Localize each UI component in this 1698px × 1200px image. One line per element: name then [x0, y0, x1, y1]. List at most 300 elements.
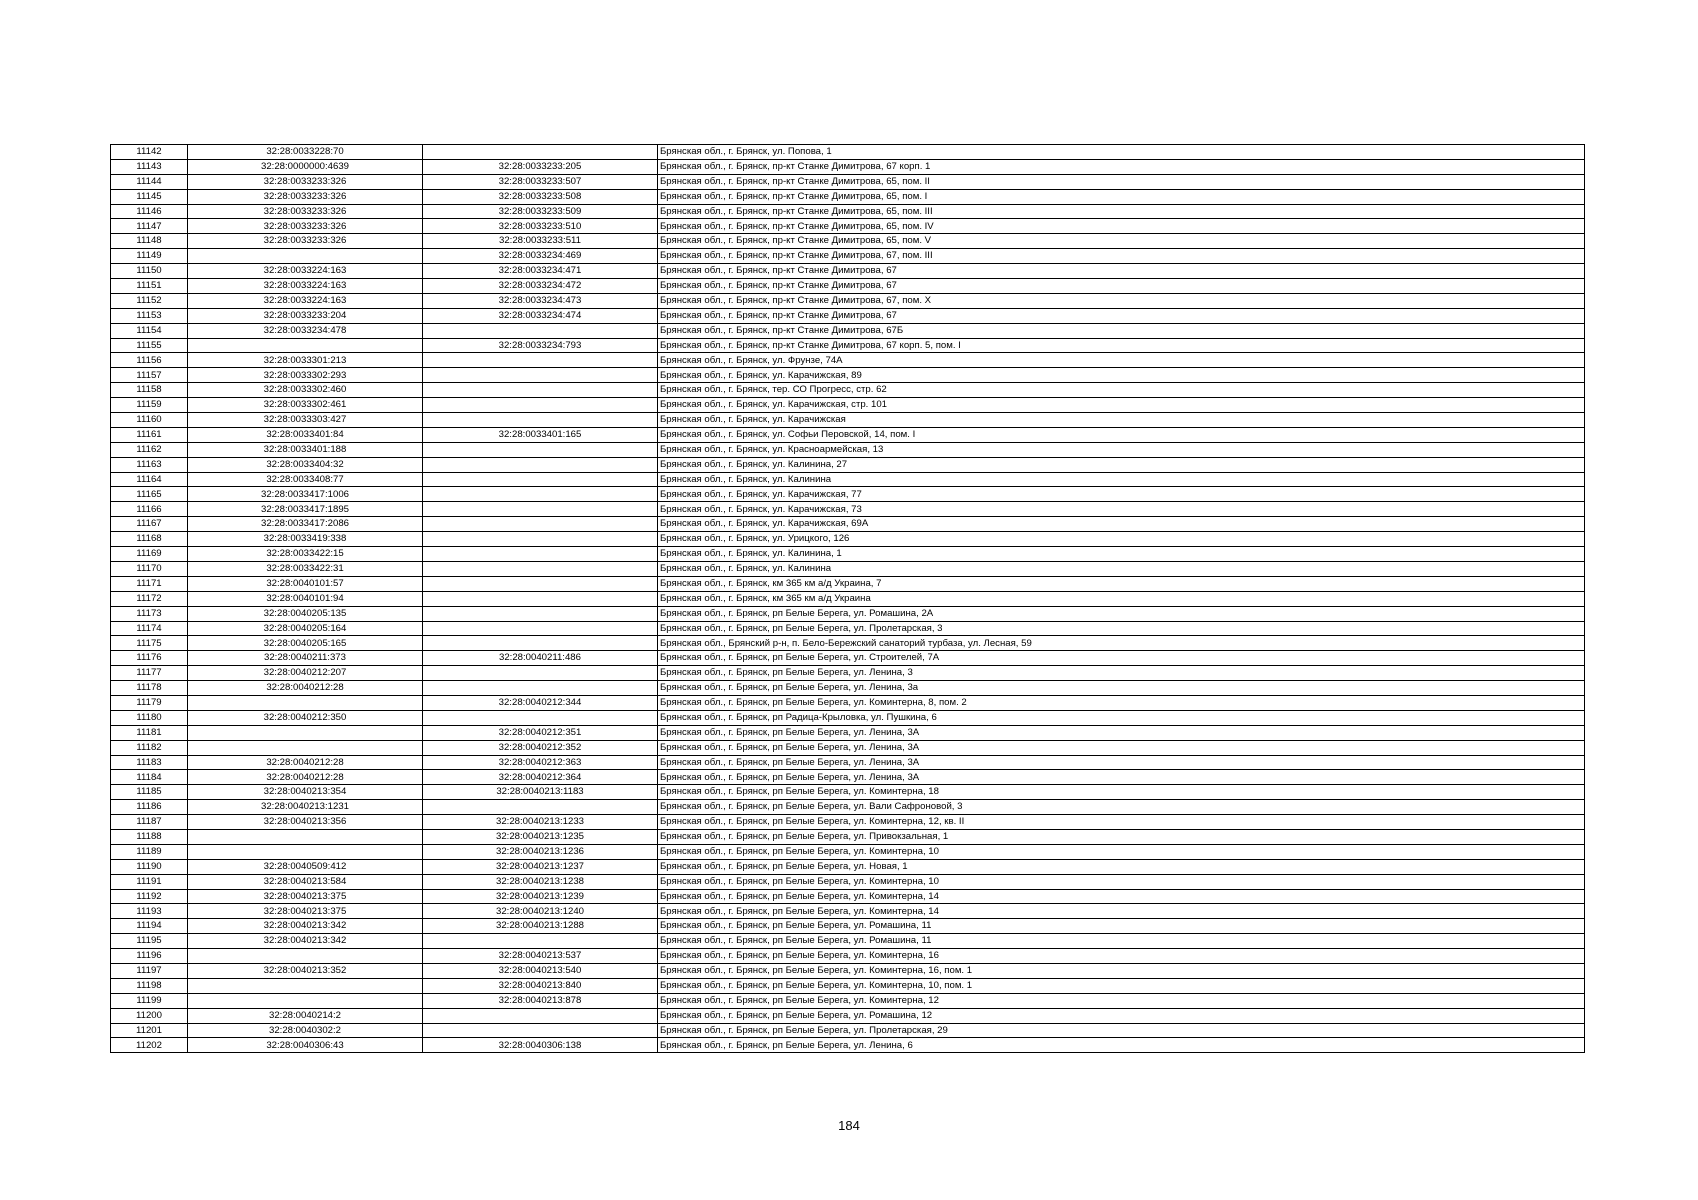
row-number-cell: 11148	[111, 234, 188, 249]
table-row	[111, 755, 1585, 770]
address-cell: Брянская обл., г. Брянск, рп Белые Берега, ул. Новая, 1	[658, 859, 1585, 874]
address-cell: Брянская обл., г. Брянск, рп Белые Берега, ул. Ленина, 3А	[658, 770, 1585, 785]
row-number-cell: 11156	[111, 353, 188, 368]
cadastral-number-cell: 32:28:0040212:28	[188, 755, 423, 770]
cadastral-number-cell: 32:28:0033302:460	[188, 383, 423, 398]
table-row	[111, 636, 1585, 651]
row-number-cell: 11161	[111, 427, 188, 442]
row-number-cell: 11167	[111, 517, 188, 532]
related-cadastral-number-cell	[423, 472, 658, 487]
address-cell: Брянская обл., г. Брянск, рп Белые Берега, ул. Коминтерна, 12	[658, 993, 1585, 1008]
row-number-cell: 11142	[111, 145, 188, 160]
address-cell: Брянская обл., г. Брянск, рп Белые Берега, ул. Ромашина, 11	[658, 934, 1585, 949]
row-number-cell: 11174	[111, 621, 188, 636]
row-number-cell: 11181	[111, 725, 188, 740]
related-cadastral-number-cell: 32:28:0040213:540	[423, 963, 658, 978]
cadastral-number-cell: 32:28:0040205:165	[188, 636, 423, 651]
table-row	[111, 770, 1585, 785]
cadastral-number-cell	[188, 338, 423, 353]
table-row	[111, 249, 1585, 264]
address-cell: Брянская обл., г. Брянск, рп Белые Берега, ул. Ленина, 3	[658, 666, 1585, 681]
row-number-cell: 11177	[111, 666, 188, 681]
table-row	[111, 174, 1585, 189]
related-cadastral-number-cell: 32:28:0040212:363	[423, 755, 658, 770]
table-row	[111, 532, 1585, 547]
cadastral-number-cell: 32:28:0033419:338	[188, 532, 423, 547]
row-number-cell: 11162	[111, 442, 188, 457]
address-cell: Брянская обл., г. Брянск, рп Белые Берега, ул. Коминтерна, 10	[658, 874, 1585, 889]
row-number-cell: 11157	[111, 368, 188, 383]
address-cell: Брянская обл., г. Брянск, рп Белые Берега, ул. Ленина, 3А	[658, 755, 1585, 770]
cadastral-number-cell	[188, 695, 423, 710]
row-number-cell: 11202	[111, 1038, 188, 1053]
table-row	[111, 383, 1585, 398]
row-number-cell: 11172	[111, 591, 188, 606]
row-number-cell: 11190	[111, 859, 188, 874]
related-cadastral-number-cell	[423, 636, 658, 651]
related-cadastral-number-cell	[423, 145, 658, 160]
table-row	[111, 189, 1585, 204]
cadastral-number-cell: 32:28:0040213:342	[188, 919, 423, 934]
related-cadastral-number-cell: 32:28:0040213:1183	[423, 785, 658, 800]
row-number-cell: 11201	[111, 1023, 188, 1038]
table-row	[111, 219, 1585, 234]
address-cell: Брянская обл., г. Брянск, ул. Карачижская, 89	[658, 368, 1585, 383]
related-cadastral-number-cell	[423, 532, 658, 547]
cadastral-number-cell	[188, 949, 423, 964]
table-row	[111, 472, 1585, 487]
cadastral-number-cell: 32:28:0033233:326	[188, 204, 423, 219]
table-row	[111, 949, 1585, 964]
related-cadastral-number-cell	[423, 576, 658, 591]
table-row	[111, 800, 1585, 815]
row-number-cell: 11160	[111, 413, 188, 428]
row-number-cell: 11144	[111, 174, 188, 189]
related-cadastral-number-cell: 32:28:0040213:1233	[423, 815, 658, 830]
address-cell: Брянская обл., г. Брянск, ул. Калинина, 1	[658, 547, 1585, 562]
address-cell: Брянская обл., г. Брянск, пр-кт Станке Димитрова, 67	[658, 279, 1585, 294]
row-number-cell: 11176	[111, 651, 188, 666]
related-cadastral-number-cell: 32:28:0033233:507	[423, 174, 658, 189]
related-cadastral-number-cell	[423, 591, 658, 606]
cadastral-number-cell: 32:28:0040306:43	[188, 1038, 423, 1053]
row-number-cell: 11168	[111, 532, 188, 547]
row-number-cell: 11191	[111, 874, 188, 889]
row-number-cell: 11183	[111, 755, 188, 770]
address-cell: Брянская обл., г. Брянск, км 365 км а/д Украина, 7	[658, 576, 1585, 591]
address-cell: Брянская обл., г. Брянск, рп Белые Берега, ул. Коминтерна, 16	[658, 949, 1585, 964]
table-row	[111, 904, 1585, 919]
table-row	[111, 1023, 1585, 1038]
row-number-cell: 11170	[111, 561, 188, 576]
related-cadastral-number-cell	[423, 517, 658, 532]
address-cell: Брянская обл., г. Брянск, ул. Карачижская, стр. 101	[658, 398, 1585, 413]
related-cadastral-number-cell	[423, 1008, 658, 1023]
related-cadastral-number-cell	[423, 800, 658, 815]
row-number-cell: 11163	[111, 457, 188, 472]
row-number-cell: 11169	[111, 547, 188, 562]
address-cell: Брянская обл., г. Брянск, рп Белые Берега, ул. Вали Сафроновой, 3	[658, 800, 1585, 815]
related-cadastral-number-cell	[423, 442, 658, 457]
related-cadastral-number-cell: 32:28:0033234:473	[423, 293, 658, 308]
address-cell: Брянская обл., г. Брянск, ул. Красноармейская, 13	[658, 442, 1585, 457]
related-cadastral-number-cell	[423, 487, 658, 502]
cadastral-number-cell	[188, 844, 423, 859]
cadastral-number-cell: 32:28:0040214:2	[188, 1008, 423, 1023]
cadastral-number-cell	[188, 725, 423, 740]
registry-table	[110, 144, 1585, 1053]
table-row	[111, 785, 1585, 800]
row-number-cell: 11149	[111, 249, 188, 264]
address-cell: Брянская обл., г. Брянск, рп Белые Берега, ул. Ленина, 6	[658, 1038, 1585, 1053]
address-cell: Брянская обл., г. Брянск, пр-кт Станке Димитрова, 65, пом. V	[658, 234, 1585, 249]
address-cell: Брянская обл., г. Брянск, ул. Фрунзе, 74А	[658, 353, 1585, 368]
address-cell: Брянская обл., г. Брянск, пр-кт Станке Димитрова, 67	[658, 308, 1585, 323]
address-cell: Брянская обл., г. Брянск, ул. Софьи Перовской, 14, пом. I	[658, 427, 1585, 442]
cadastral-number-cell: 32:28:0040509:412	[188, 859, 423, 874]
row-number-cell: 11147	[111, 219, 188, 234]
related-cadastral-number-cell	[423, 323, 658, 338]
related-cadastral-number-cell: 32:28:0033233:509	[423, 204, 658, 219]
table-row	[111, 651, 1585, 666]
address-cell: Брянская обл., г. Брянск, ул. Попова, 1	[658, 145, 1585, 160]
cadastral-number-cell: 32:28:0040101:57	[188, 576, 423, 591]
address-cell: Брянская обл., г. Брянск, рп Белые Берега, ул. Коминтерна, 8, пом. 2	[658, 695, 1585, 710]
related-cadastral-number-cell: 32:28:0040213:1238	[423, 874, 658, 889]
address-cell: Брянская обл., г. Брянск, рп Белые Берега, ул. Пролетарская, 3	[658, 621, 1585, 636]
address-cell: Брянская обл., г. Брянск, км 365 км а/д Украина	[658, 591, 1585, 606]
address-cell: Брянская обл., г. Брянск, рп Белые Берега, ул. Ленина, 3а	[658, 681, 1585, 696]
table-row	[111, 1038, 1585, 1053]
related-cadastral-number-cell	[423, 681, 658, 696]
address-cell: Брянская обл., г. Брянск, пр-кт Станке Димитрова, 67Б	[658, 323, 1585, 338]
table-row	[111, 442, 1585, 457]
row-number-cell: 11200	[111, 1008, 188, 1023]
table-row	[111, 919, 1585, 934]
cadastral-number-cell: 32:28:0033233:204	[188, 308, 423, 323]
row-number-cell: 11198	[111, 978, 188, 993]
cadastral-number-cell: 32:28:0033233:326	[188, 234, 423, 249]
cadastral-number-cell	[188, 740, 423, 755]
table-row	[111, 561, 1585, 576]
cadastral-number-cell: 32:28:0033233:326	[188, 219, 423, 234]
related-cadastral-number-cell	[423, 502, 658, 517]
table-row	[111, 844, 1585, 859]
address-cell: Брянская обл., г. Брянск, пр-кт Станке Димитрова, 65, пом. IV	[658, 219, 1585, 234]
address-cell: Брянская обл., г. Брянск, рп Белые Берега, ул. Коминтерна, 10	[658, 844, 1585, 859]
related-cadastral-number-cell: 32:28:0033234:471	[423, 264, 658, 279]
row-number-cell: 11184	[111, 770, 188, 785]
cadastral-number-cell: 32:28:0033302:461	[188, 398, 423, 413]
related-cadastral-number-cell	[423, 710, 658, 725]
related-cadastral-number-cell	[423, 666, 658, 681]
table-row	[111, 234, 1585, 249]
row-number-cell: 11152	[111, 293, 188, 308]
related-cadastral-number-cell: 32:28:0040306:138	[423, 1038, 658, 1053]
table-row	[111, 368, 1585, 383]
address-cell: Брянская обл., г. Брянск, пр-кт Станке Димитрова, 65, пом. III	[658, 204, 1585, 219]
cadastral-number-cell: 32:28:0040205:164	[188, 621, 423, 636]
related-cadastral-number-cell: 32:28:0033234:469	[423, 249, 658, 264]
address-cell: Брянская обл., г. Брянск, рп Белые Берега, ул. Ромашина, 12	[658, 1008, 1585, 1023]
table-row	[111, 591, 1585, 606]
cadastral-number-cell: 32:28:0033233:326	[188, 189, 423, 204]
row-number-cell: 11199	[111, 993, 188, 1008]
row-number-cell: 11166	[111, 502, 188, 517]
table-row	[111, 710, 1585, 725]
row-number-cell: 11179	[111, 695, 188, 710]
cadastral-number-cell: 32:28:0040302:2	[188, 1023, 423, 1038]
row-number-cell: 11196	[111, 949, 188, 964]
row-number-cell: 11146	[111, 204, 188, 219]
cadastral-number-cell: 32:28:0033417:1006	[188, 487, 423, 502]
table-row	[111, 963, 1585, 978]
cadastral-number-cell: 32:28:0033417:2086	[188, 517, 423, 532]
address-cell: Брянская обл., г. Брянск, ул. Урицкого, 126	[658, 532, 1585, 547]
row-number-cell: 11182	[111, 740, 188, 755]
row-number-cell: 11164	[111, 472, 188, 487]
table-row	[111, 398, 1585, 413]
cadastral-number-cell: 32:28:0033422:15	[188, 547, 423, 562]
related-cadastral-number-cell	[423, 621, 658, 636]
related-cadastral-number-cell	[423, 1023, 658, 1038]
address-cell: Брянская обл., г. Брянск, рп Белые Берега, ул. Ленина, 3А	[658, 725, 1585, 740]
table-row	[111, 323, 1585, 338]
table-row	[111, 695, 1585, 710]
cadastral-number-cell: 32:28:0040213:354	[188, 785, 423, 800]
related-cadastral-number-cell	[423, 934, 658, 949]
table-row	[111, 517, 1585, 532]
related-cadastral-number-cell: 32:28:0040213:878	[423, 993, 658, 1008]
related-cadastral-number-cell	[423, 457, 658, 472]
cadastral-number-cell: 32:28:0040213:352	[188, 963, 423, 978]
related-cadastral-number-cell: 32:28:0040213:1240	[423, 904, 658, 919]
related-cadastral-number-cell: 32:28:0033233:205	[423, 159, 658, 174]
related-cadastral-number-cell: 32:28:0033234:793	[423, 338, 658, 353]
table-row	[111, 427, 1585, 442]
related-cadastral-number-cell	[423, 368, 658, 383]
address-cell: Брянская обл., г. Брянск, рп Белые Берега, ул. Коминтерна, 10, пом. 1	[658, 978, 1585, 993]
row-number-cell: 11150	[111, 264, 188, 279]
table-row	[111, 621, 1585, 636]
row-number-cell: 11187	[111, 815, 188, 830]
row-number-cell: 11145	[111, 189, 188, 204]
table-row	[111, 859, 1585, 874]
cadastral-number-cell: 32:28:0040211:373	[188, 651, 423, 666]
related-cadastral-number-cell: 32:28:0040213:840	[423, 978, 658, 993]
row-number-cell: 11178	[111, 681, 188, 696]
related-cadastral-number-cell: 32:28:0040211:486	[423, 651, 658, 666]
cadastral-number-cell: 32:28:0033224:163	[188, 279, 423, 294]
table-row	[111, 487, 1585, 502]
row-number-cell: 11188	[111, 829, 188, 844]
cadastral-number-cell: 32:28:0033417:1895	[188, 502, 423, 517]
cadastral-number-cell: 32:28:0033422:31	[188, 561, 423, 576]
related-cadastral-number-cell: 32:28:0040212:351	[423, 725, 658, 740]
cadastral-number-cell: 32:28:0033233:326	[188, 174, 423, 189]
address-cell: Брянская обл., г. Брянск, ул. Карачижская, 69А	[658, 517, 1585, 532]
table-row	[111, 874, 1585, 889]
cadastral-number-cell: 32:28:0040212:28	[188, 681, 423, 696]
cadastral-number-cell: 32:28:0040212:28	[188, 770, 423, 785]
address-cell: Брянская обл., г. Брянск, ул. Калинина	[658, 561, 1585, 576]
address-cell: Брянская обл., г. Брянск, пр-кт Станке Димитрова, 67 корп. 1	[658, 159, 1585, 174]
cadastral-number-cell: 32:28:0040101:94	[188, 591, 423, 606]
table-row	[111, 993, 1585, 1008]
cadastral-number-cell: 32:28:0040213:375	[188, 889, 423, 904]
table-row	[111, 547, 1585, 562]
cadastral-number-cell	[188, 993, 423, 1008]
related-cadastral-number-cell	[423, 383, 658, 398]
related-cadastral-number-cell: 32:28:0040213:1235	[423, 829, 658, 844]
cadastral-number-cell: 32:28:0033234:478	[188, 323, 423, 338]
address-cell: Брянская обл., г. Брянск, пр-кт Станке Димитрова, 67 корп. 5, пом. I	[658, 338, 1585, 353]
cadastral-number-cell: 32:28:0033224:163	[188, 264, 423, 279]
row-number-cell: 11143	[111, 159, 188, 174]
cadastral-number-cell: 32:28:0000000:4639	[188, 159, 423, 174]
address-cell: Брянская обл., г. Брянск, рп Белые Берега, ул. Пролетарская, 29	[658, 1023, 1585, 1038]
table-row	[111, 204, 1585, 219]
related-cadastral-number-cell: 32:28:0040213:1236	[423, 844, 658, 859]
cadastral-number-cell: 32:28:0040213:584	[188, 874, 423, 889]
cadastral-number-cell: 32:28:0033303:427	[188, 413, 423, 428]
row-number-cell: 11194	[111, 919, 188, 934]
cadastral-number-cell: 32:28:0033401:188	[188, 442, 423, 457]
address-cell: Брянская обл., г. Брянск, пр-кт Станке Димитрова, 67, пом. X	[658, 293, 1585, 308]
address-cell: Брянская обл., г. Брянск, рп Белые Берега, ул. Строителей, 7А	[658, 651, 1585, 666]
row-number-cell: 11155	[111, 338, 188, 353]
table-row	[111, 1008, 1585, 1023]
cadastral-number-cell	[188, 249, 423, 264]
address-cell: Брянская обл., г. Брянск, рп Белые Берега, ул. Коминтерна, 14	[658, 889, 1585, 904]
table-row	[111, 725, 1585, 740]
related-cadastral-number-cell	[423, 561, 658, 576]
cadastral-number-cell: 32:28:0033401:84	[188, 427, 423, 442]
row-number-cell: 11186	[111, 800, 188, 815]
table-row	[111, 264, 1585, 279]
cadastral-number-cell: 32:28:0040205:135	[188, 606, 423, 621]
cadastral-number-cell: 32:28:0033302:293	[188, 368, 423, 383]
cadastral-number-cell: 32:28:0040213:342	[188, 934, 423, 949]
row-number-cell: 11197	[111, 963, 188, 978]
address-cell: Брянская обл., г. Брянск, ул. Калинина, 27	[658, 457, 1585, 472]
row-number-cell: 11180	[111, 710, 188, 725]
address-cell: Брянская обл., г. Брянск, пр-кт Станке Димитрова, 65, пом. I	[658, 189, 1585, 204]
table-row	[111, 457, 1585, 472]
related-cadastral-number-cell: 32:28:0033234:472	[423, 279, 658, 294]
table-row	[111, 606, 1585, 621]
address-cell: Брянская обл., г. Брянск, ул. Карачижская, 73	[658, 502, 1585, 517]
address-cell: Брянская обл., г. Брянск, рп Белые Берега, ул. Коминтерна, 16, пом. 1	[658, 963, 1585, 978]
table-row	[111, 338, 1585, 353]
table-row	[111, 666, 1585, 681]
related-cadastral-number-cell: 32:28:0040212:364	[423, 770, 658, 785]
cadastral-number-cell	[188, 978, 423, 993]
cadastral-number-cell: 32:28:0040213:1231	[188, 800, 423, 815]
row-number-cell: 11195	[111, 934, 188, 949]
row-number-cell: 11154	[111, 323, 188, 338]
cadastral-number-cell: 32:28:0040212:350	[188, 710, 423, 725]
row-number-cell: 11192	[111, 889, 188, 904]
cadastral-number-cell	[188, 829, 423, 844]
cadastral-number-cell: 32:28:0033301:213	[188, 353, 423, 368]
cadastral-number-cell: 32:28:0040213:356	[188, 815, 423, 830]
related-cadastral-number-cell: 32:28:0033233:508	[423, 189, 658, 204]
row-number-cell: 11151	[111, 279, 188, 294]
address-cell: Брянская обл., г. Брянск, пр-кт Станке Димитрова, 67	[658, 264, 1585, 279]
related-cadastral-number-cell: 32:28:0040212:344	[423, 695, 658, 710]
table-row	[111, 815, 1585, 830]
related-cadastral-number-cell	[423, 413, 658, 428]
page-number: 184	[838, 1118, 860, 1133]
related-cadastral-number-cell: 32:28:0033233:511	[423, 234, 658, 249]
address-cell: Брянская обл., г. Брянск, ул. Калинина	[658, 472, 1585, 487]
table-row	[111, 502, 1585, 517]
table-row	[111, 576, 1585, 591]
address-cell: Брянская обл., г. Брянск, пр-кт Станке Димитрова, 65, пом. II	[658, 174, 1585, 189]
address-cell: Брянская обл., г. Брянск, ул. Карачижская, 77	[658, 487, 1585, 502]
address-cell: Брянская обл., г. Брянск, тер. СО Прогресс, стр. 62	[658, 383, 1585, 398]
table-row	[111, 159, 1585, 174]
row-number-cell: 11175	[111, 636, 188, 651]
row-number-cell: 11193	[111, 904, 188, 919]
address-cell: Брянская обл., Брянский р-н, п. Бело-Бережский санаторий турбаза, ул. Лесная, 59	[658, 636, 1585, 651]
row-number-cell: 11165	[111, 487, 188, 502]
address-cell: Брянская обл., г. Брянск, рп Белые Берега, ул. Коминтерна, 12, кв. II	[658, 815, 1585, 830]
related-cadastral-number-cell	[423, 547, 658, 562]
cadastral-number-cell: 32:28:0040212:207	[188, 666, 423, 681]
related-cadastral-number-cell: 32:28:0040212:352	[423, 740, 658, 755]
related-cadastral-number-cell: 32:28:0040213:537	[423, 949, 658, 964]
table-row	[111, 413, 1585, 428]
table-row	[111, 681, 1585, 696]
address-cell: Брянская обл., г. Брянск, рп Белые Берега, ул. Ромашина, 2А	[658, 606, 1585, 621]
related-cadastral-number-cell	[423, 398, 658, 413]
row-number-cell: 11189	[111, 844, 188, 859]
cadastral-number-cell: 32:28:0033224:163	[188, 293, 423, 308]
address-cell: Брянская обл., г. Брянск, рп Белые Берега, ул. Коминтерна, 14	[658, 904, 1585, 919]
row-number-cell: 11173	[111, 606, 188, 621]
table-row	[111, 740, 1585, 755]
row-number-cell: 11153	[111, 308, 188, 323]
address-cell: Брянская обл., г. Брянск, рп Белые Берега, ул. Ленина, 3А	[658, 740, 1585, 755]
related-cadastral-number-cell: 32:28:0040213:1288	[423, 919, 658, 934]
address-cell: Брянская обл., г. Брянск, ул. Карачижская	[658, 413, 1585, 428]
address-cell: Брянская обл., г. Брянск, рп Радица-Крыловка, ул. Пушкина, 6	[658, 710, 1585, 725]
row-number-cell: 11185	[111, 785, 188, 800]
related-cadastral-number-cell: 32:28:0040213:1237	[423, 859, 658, 874]
table-row	[111, 934, 1585, 949]
table-row	[111, 889, 1585, 904]
address-cell: Брянская обл., г. Брянск, рп Белые Берега, ул. Привокзальная, 1	[658, 829, 1585, 844]
row-number-cell: 11159	[111, 398, 188, 413]
row-number-cell: 11158	[111, 383, 188, 398]
address-cell: Брянская обл., г. Брянск, пр-кт Станке Димитрова, 67, пом. III	[658, 249, 1585, 264]
related-cadastral-number-cell	[423, 353, 658, 368]
table-row	[111, 978, 1585, 993]
table-row	[111, 293, 1585, 308]
cadastral-number-cell: 32:28:0033228:70	[188, 145, 423, 160]
registry-table-body	[111, 145, 1585, 1053]
related-cadastral-number-cell: 32:28:0033401:165	[423, 427, 658, 442]
table-row	[111, 353, 1585, 368]
table-row	[111, 145, 1585, 160]
related-cadastral-number-cell: 32:28:0033234:474	[423, 308, 658, 323]
address-cell: Брянская обл., г. Брянск, рп Белые Берега, ул. Коминтерна, 18	[658, 785, 1585, 800]
row-number-cell: 11171	[111, 576, 188, 591]
table-row	[111, 279, 1585, 294]
table-row	[111, 829, 1585, 844]
